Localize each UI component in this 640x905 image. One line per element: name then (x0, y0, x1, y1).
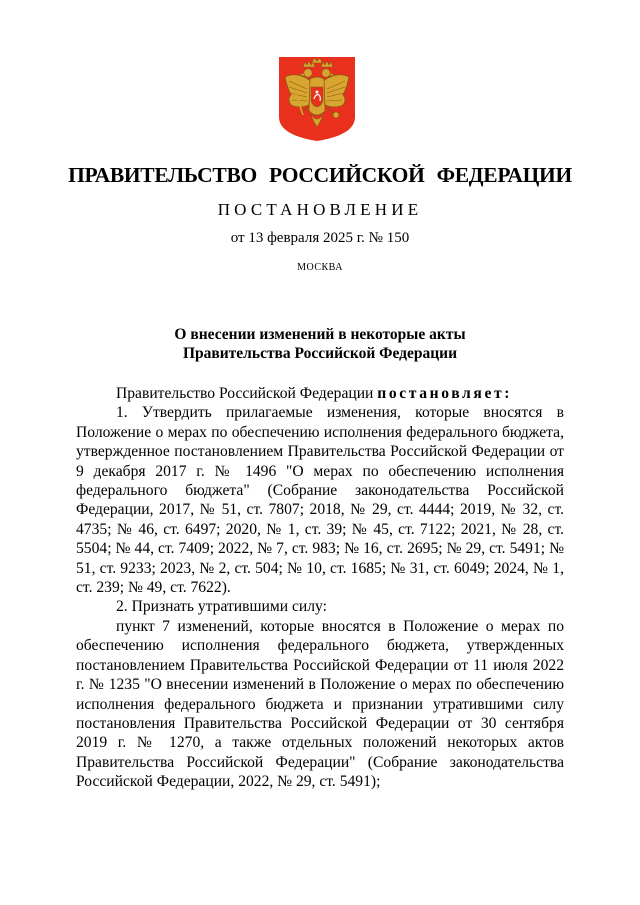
item-1-paragraph: 1. Утвердить прилагаемые изменения, которые вносятся в Положение о мерах по обеспечению исполнения федерального бюджета, утвержденное постановлением Правительства Российской Федерации от 9 декабря 2017 г. № 1496 "О мерах по обеспечению исполнения федерального бюджета" (Собрание законодательства Российской Федерации, 2017, № 51, ст. 7807; 2018, № 29, ст. 4444; 2019, № 32, ст. 4735; № 46, ст. 6497; 2020, № 1, ст. 39; № 45, ст. 7122; 2021, № 28, ст. 5504; № 44, ст. 7409; 2022, № 7, ст. 983; № 16, ст. 2695; № 29, ст. 5491; № 51, ст. 9233; 2023, № 2, ст. 504; № 10, ст. 1685; № 31, ст. 6049; 2024, № 1, ст. 239; № 49, ст. 7622). (76, 404, 564, 597)
heading-line-2: Правительства Российской Федерации (182, 345, 458, 362)
coat-of-arms-icon (277, 55, 357, 143)
document-type: ПОСТАНОВЛЕНИЕ (217, 200, 423, 219)
intro-prefix: Правительство Российской Федерации (116, 385, 378, 402)
document-city: МОСКВА (297, 262, 343, 273)
intro-resolves: постановляет: (377, 385, 513, 402)
government-title: ПРАВИТЕЛЬСТВО РОССИЙСКОЙ ФЕДЕРАЦИИ (68, 163, 572, 187)
document-heading (0, 325, 640, 363)
heading-line-1: О внесении изменений в некоторые акты (174, 326, 466, 343)
item-2-subparagraph: пункт 7 изменений, которые вносятся в Положение о мерах по обеспечению исполнения федерального бюджета, утвержденных постановлением Правительства Российской Федерации от 11 июля 2022 г. № 1235 "О внесении изменений в Положение о мерах по обеспечению исполнения федерального бюджета и признании утратившими силу постановления Правительства Российской Федерации от 30 сентября 2019 г. № 1270, а также отдельных положений некоторых актов Правительства Российской Федерации" (Собрание законодательства Российской Федерации, 2022, № 29, ст. 5491); (76, 617, 564, 791)
document-body (76, 384, 564, 792)
item-2-paragraph: 2. Признать утратившими силу: (116, 598, 327, 616)
document-date-number: от 13 февраля 2025 г. № 150 (230, 230, 410, 246)
intro-paragraph (76, 384, 564, 403)
